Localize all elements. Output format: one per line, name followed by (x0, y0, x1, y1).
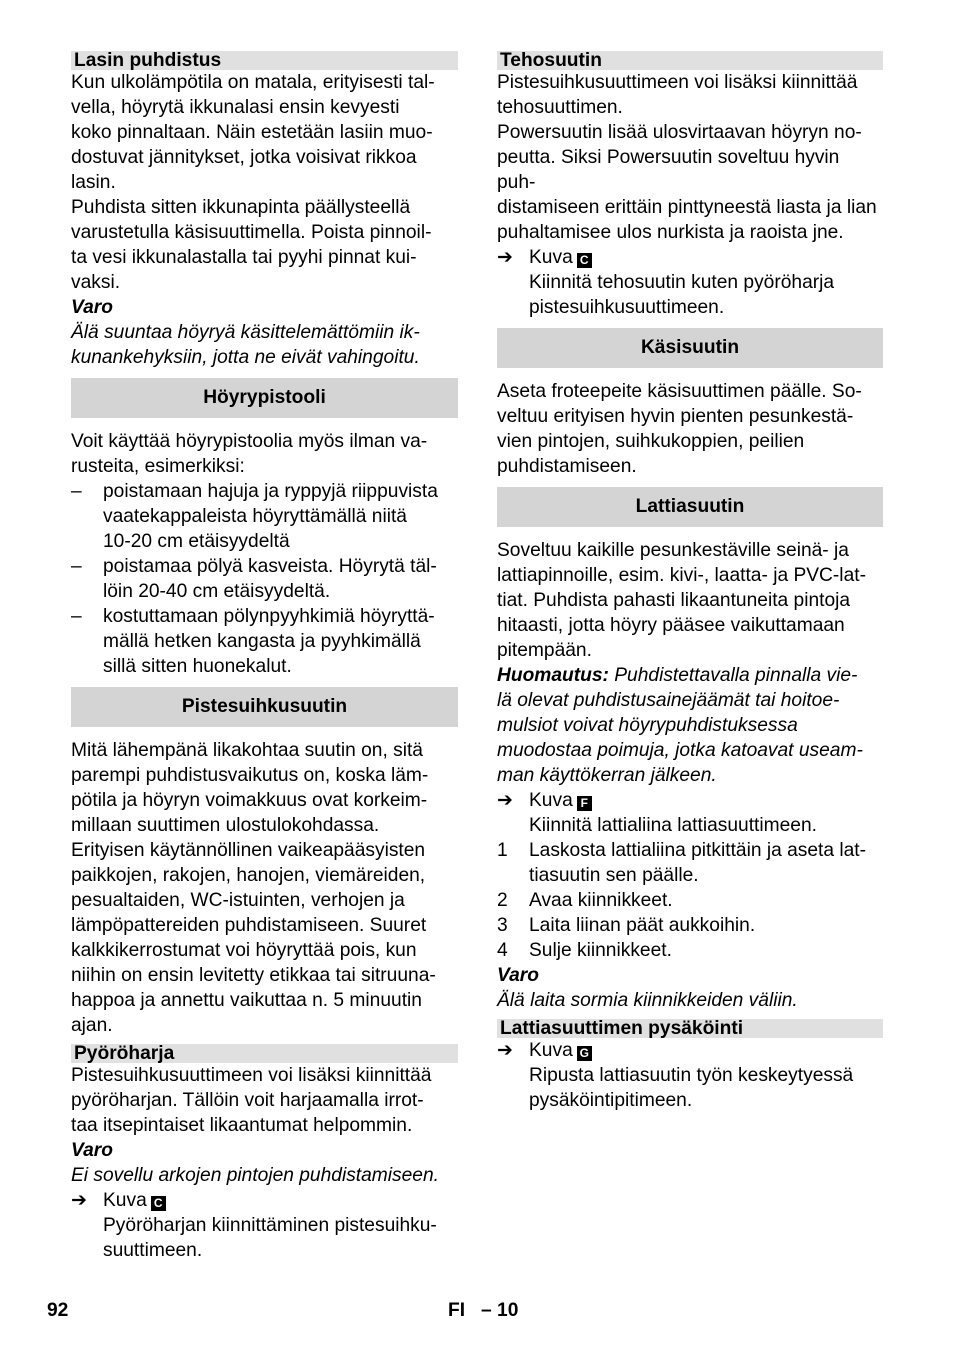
paragraph-line: tiat. Puhdista pahasti likaantuneita pintoja (497, 590, 851, 611)
paragraph-line: pitempään. (497, 640, 592, 661)
paragraph-line: veltuu erityisen hyvin pienten pesunkestä- (497, 406, 854, 427)
paragraph-line: millaan suuttimen ulostulokohdassa. (71, 815, 380, 836)
bullet-line: mällä hetken kangasta ja pyyhkimällä (103, 631, 421, 652)
paragraph-line: vella, höyrytä ikkunalasi ensin kevyesti (71, 97, 400, 118)
paragraph-line: Pistesuihkusuuttimeen voi lisäksi kiinnittää (71, 1065, 432, 1086)
step-number: 1 (497, 840, 508, 861)
bullet-line: löin 20-40 cm etäisyydeltä. (103, 581, 331, 602)
paragraph-line: Mitä lähempänä likakohtaa suutin on, sitä (71, 740, 423, 761)
paragraph-line: Kun ulkolämpötila on matala, erityisesti tal- (71, 72, 435, 93)
figure-letter-icon: G (577, 1046, 592, 1061)
note-first-line (497, 663, 883, 688)
step-text (529, 888, 883, 913)
step-line: Avaa kiinnikkeet. (529, 890, 673, 911)
paragraph-line: puhdistamiseen. (497, 456, 637, 477)
paragraph-line: happoa ja annettu vaikuttaa n. 5 minuutin (71, 990, 422, 1011)
warning-text-line: Ei sovellu arkojen pintojen puhdistamiseen. (71, 1165, 439, 1186)
pyoro-text-line: suuttimeen. (103, 1240, 203, 1261)
figure-label (529, 245, 883, 270)
step-text (529, 938, 883, 963)
section-heading-lattiasuutin: Lattiasuutin (497, 487, 883, 527)
dash-bullet: – (71, 481, 82, 502)
pyoro-figure-ref (71, 1188, 458, 1213)
section-heading-pistesuihkusuutin: Pistesuihkusuutin (71, 687, 458, 727)
bullet-text (103, 479, 458, 554)
note-text: Puhdistettavalla pinnalla vie- (608, 665, 858, 686)
language-page-label: FI – 10 (448, 1300, 519, 1321)
figure-letter-icon: C (151, 1196, 166, 1211)
bullet-text (103, 604, 458, 679)
paragraph-line: Soveltuu kaikille pesunkestäville seinä- ja (497, 540, 849, 561)
arrow-icon: ➔ (497, 247, 514, 268)
numbered-step (497, 938, 883, 963)
paragraph-line: ta vesi ikkunalastalla tai pyyhi pinnat kui- (71, 247, 417, 268)
teho-text-line: pistesuihkusuuttimeen. (529, 297, 725, 318)
paragraph-line: koko pinnaltaan. Näin estetään lasiin muo- (71, 122, 433, 143)
paragraph-line: pesualtaiden, WC-istuinten, verhojen ja (71, 890, 405, 911)
numbered-step (497, 888, 883, 913)
step-number: 4 (497, 940, 508, 961)
section-title-lasin-puhdistus: Lasin puhdistus (71, 51, 458, 70)
paragraph-line: vien pintojen, suihkukoppien, peilien (497, 431, 805, 452)
note-text-line: muodostaa poimuja, jotka katoavat useam- (497, 740, 863, 761)
teho-figure-text (497, 270, 883, 320)
figure-label (103, 1188, 458, 1213)
pyoro-text-line: Pyöröharjan kiinnittäminen pistesuihku- (103, 1215, 437, 1236)
paragraph-line: Erityisen käytännöllinen vaikeapääsyisten (71, 840, 426, 861)
bullet-line: poistamaa pölyä kasveista. Höyrytä täl- (103, 556, 437, 577)
bullet-list-item (71, 604, 458, 679)
paragraph-line: lattiapinnoille, esim. kivi-, laatta- ja PVC-lat- (497, 565, 866, 586)
arrow-icon: ➔ (497, 1040, 514, 1061)
step-number: 2 (497, 890, 508, 911)
paragraph-line: varustetulla käsisuuttimella. Poista pinnoil- (71, 222, 432, 243)
warning-text-line: Älä suuntaa höyryä käsittelemättömiin ik- (71, 322, 420, 343)
left-column (71, 51, 458, 1263)
figure-label (529, 788, 883, 813)
numbered-step (497, 913, 883, 938)
bullet-line: poistamaan hajuja ja ryppyjä riippuvista (103, 481, 438, 502)
bullet-line: sillä sitten huonekalut. (103, 656, 292, 677)
figure-word: Kuva (529, 790, 573, 811)
paragraph-line: tehosuuttimen. (497, 97, 623, 118)
pysak-figure-text (497, 1063, 883, 1113)
paragraph-line: niihin on ensin levitetty etikkaa tai sitruuna- (71, 965, 436, 986)
paragraph-line: puhaltamisee ulos nurkista ja raoista jne. (497, 222, 844, 243)
paragraph-line: Voit käyttää höyrypistoolia myös ilman va- (71, 431, 428, 452)
figure-letter-icon: F (577, 796, 592, 811)
warning-label: Varo (71, 297, 113, 318)
warning-label: Varo (497, 965, 539, 986)
warning-text-line: Älä laita sormia kiinnikkeiden väliin. (497, 990, 798, 1011)
paragraph-line: Pistesuihkusuuttimeen voi lisäksi kiinnittää (497, 72, 858, 93)
bullet-line: kostuttamaan pölynpyyhkimiä höyryttä- (103, 606, 435, 627)
figure-word: Kuva (529, 1040, 573, 1061)
paragraph-line: ajan. (71, 1015, 113, 1036)
section-title-tehosuutin: Tehosuutin (497, 51, 883, 70)
pysak-text-line: Ripusta lattiasuutin työn keskeytyessä (529, 1065, 854, 1086)
step-text (529, 838, 883, 888)
paragraph-line: taa itsepintaiset likaantumat helpommin. (71, 1115, 413, 1136)
paragraph-line: Aseta froteepeite käsisuuttimen päälle. So- (497, 381, 862, 402)
note-text-line: lä olevat puhdistusainejäämät tai hoitoe- (497, 690, 840, 711)
teho-figure-ref (497, 245, 883, 270)
right-column (497, 51, 883, 1113)
step-line: Sulje kiinnikkeet. (529, 940, 672, 961)
teho-text-line: Kiinnitä tehosuutin kuten pyöröharja (529, 272, 835, 293)
note-label: Huomautus: (497, 665, 609, 686)
step-text (529, 913, 883, 938)
bullet-text (103, 554, 458, 604)
latt-figure-text (497, 813, 883, 838)
paragraph-line: hitaasti, jotta höyry pääsee vaikuttamaan (497, 615, 845, 636)
pysak-figure-ref (497, 1038, 883, 1063)
note-text-line: mulsiot voivat höyrypuhdistuksessa (497, 715, 798, 736)
note-text-line: man käyttökerran jälkeen. (497, 765, 717, 786)
paragraph-line: Powersuutin lisää ulosvirtaavan höyryn no- (497, 122, 862, 143)
bullet-line: vaatekappaleista höyryttämällä niitä (103, 506, 407, 527)
step-number: 3 (497, 915, 508, 936)
bullet-list-item (71, 554, 458, 604)
warning-text-line: kunankehyksiin, jotta ne eivät vahingoitu. (71, 347, 420, 368)
figure-word: Kuva (103, 1190, 147, 1211)
paragraph-line: lasin. (71, 172, 116, 193)
step-line: tiasuutin sen päälle. (529, 865, 699, 886)
latt-text-line: Kiinnitä lattialiina lattiasuuttimeen. (529, 815, 817, 836)
paragraph-line: Puhdista sitten ikkunapinta päällysteellä (71, 197, 411, 218)
figure-letter-icon: C (577, 253, 592, 268)
numbered-step (497, 838, 883, 888)
latt-figure-ref (497, 788, 883, 813)
warning-label: Varo (71, 1140, 113, 1161)
figure-label (529, 1038, 883, 1063)
paragraph-line: rusteita, esimerkiksi: (71, 456, 245, 477)
arrow-icon: ➔ (497, 790, 514, 811)
arrow-icon: ➔ (71, 1190, 88, 1211)
paragraph-line: pyöröharjan. Tällöin voit harjaamalla irrot- (71, 1090, 424, 1111)
paragraph-line: vaksi. (71, 272, 121, 293)
section-heading-kasisuutin: Käsisuutin (497, 328, 883, 368)
paragraph-line: parempi puhdistusvaikutus on, koska läm- (71, 765, 429, 786)
paragraph-line: kalkkikerrostumat voi höyryttää pois, kun (71, 940, 417, 961)
paragraph-line: dostuvat jännitykset, jotka voisivat rikkoa (71, 147, 417, 168)
step-line: Laskosta lattialiina pitkittäin ja aseta lat- (529, 840, 867, 861)
dash-bullet: – (71, 606, 82, 627)
bullet-list-item (71, 479, 458, 554)
paragraph-line: distamiseen erittäin pinttyneestä liasta ja lian (497, 197, 877, 218)
page-number: 92 (47, 1300, 69, 1321)
section-title-lattiasuuttimen-pysakointi: Lattiasuuttimen pysäköinti (497, 1019, 883, 1038)
paragraph-line: paikkojen, rakojen, hanojen, viemäreiden, (71, 865, 426, 886)
pysak-text-line: pysäköintipitimeen. (529, 1090, 693, 1111)
section-title-pyoroharja: Pyöröharja (71, 1044, 458, 1063)
paragraph-line: pötila ja höyryn voimakkuus ovat korkeim- (71, 790, 428, 811)
bullet-line: 10-20 cm etäisyydeltä (103, 531, 290, 552)
pyoro-figure-text (71, 1213, 458, 1263)
section-heading-hoyrypistooli: Höyrypistooli (71, 378, 458, 418)
dash-bullet: – (71, 556, 82, 577)
figure-word: Kuva (529, 247, 573, 268)
paragraph-line: peutta. Siksi Powersuutin soveltuu hyvin puh- (497, 147, 840, 193)
step-line: Laita liinan päät aukkoihin. (529, 915, 756, 936)
paragraph-line: lämpöpattereiden puhdistamiseen. Suuret (71, 915, 427, 936)
